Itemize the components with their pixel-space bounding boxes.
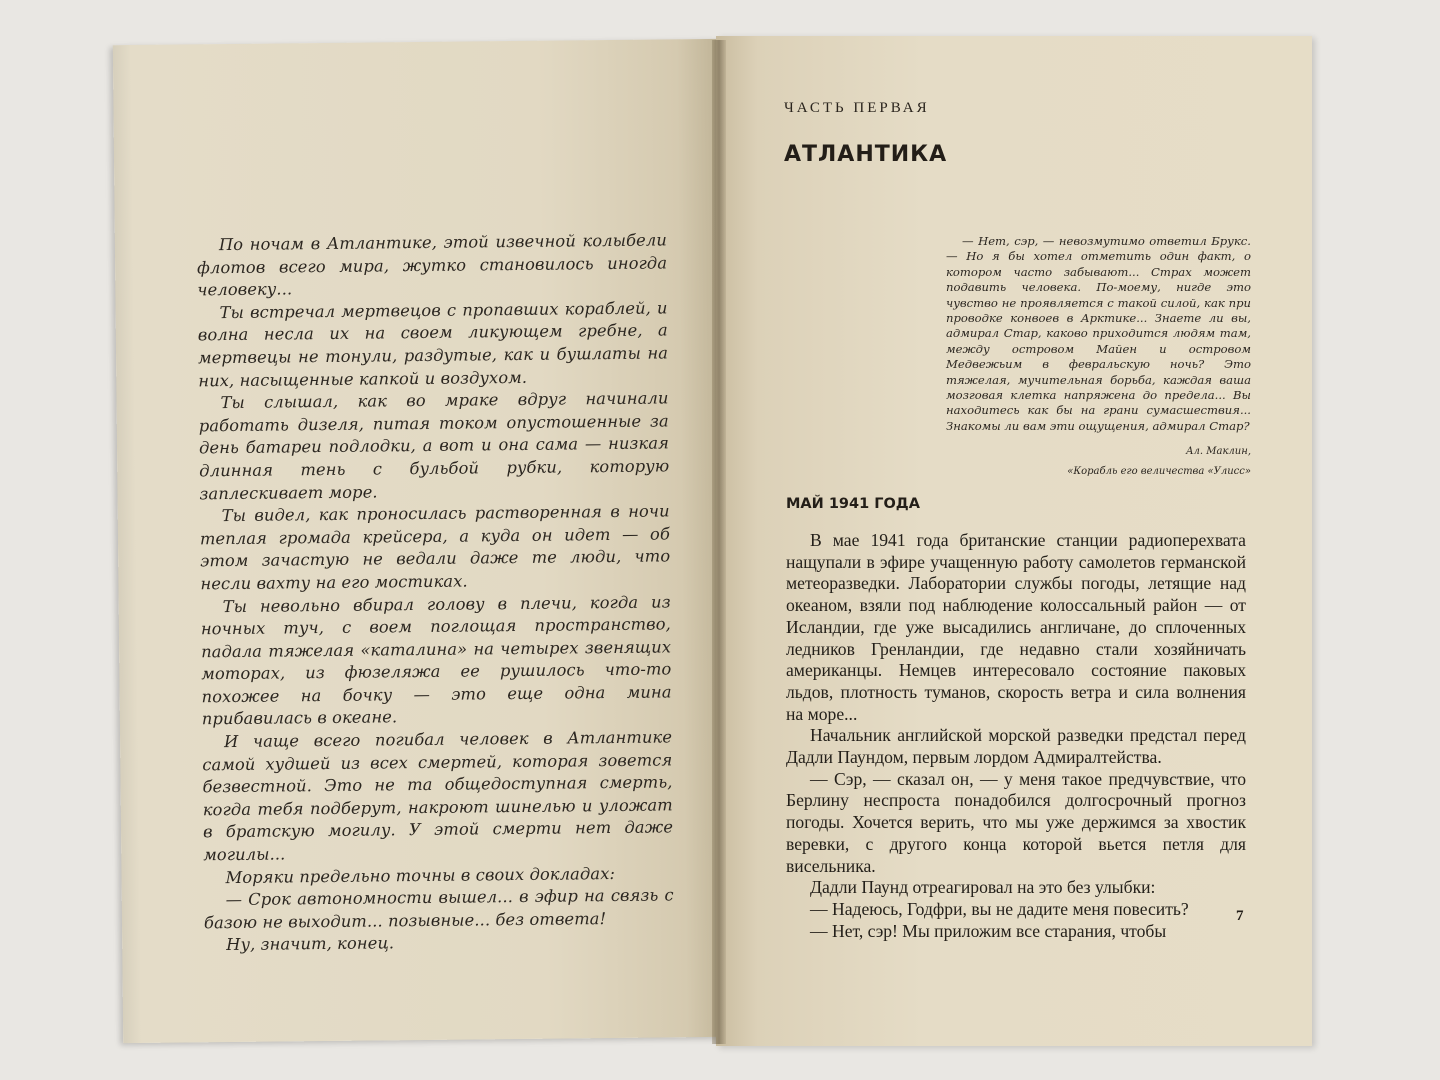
book-spine bbox=[712, 40, 726, 1044]
part-title: АТЛАНТИКА bbox=[784, 142, 948, 167]
paragraph: — Надеюсь, Годфри, вы не дадите меня повесить? bbox=[810, 898, 1189, 919]
paragraph: Дадли Паунд отреагировал на это без улыбки: bbox=[810, 877, 1156, 898]
paragraph: Ты видел, как проносилась растворенная в ночи теплая громада крейсера, а куда он идет — об этом зачастую не ведали даже те люди, что несли вахту на его мостиках. bbox=[199, 501, 671, 594]
page-number: 7 bbox=[1236, 908, 1244, 924]
paragraph: Ты встречал мертвецов с пропавших кораблей, и волна несла их на своем ликующем гребне, а мертвецы не тонули, раздутые, как и бушлаты на них, насыщенные капкой и воздухом. bbox=[197, 298, 669, 390]
paragraph: И чаще всего погибал человек в Атлантике самой худшей из всех смертей, которая зовется безвестной. Это не та общедоступная смерть, когда тебя подберут, накроют шинелью и уложат в братскую могилу. У этой смерти нет даже могилы... bbox=[202, 727, 674, 865]
section-title: МАЙ 1941 ГОДА bbox=[786, 496, 920, 512]
paragraph: — Нет, сэр! Мы приложим все старания, чтобы bbox=[810, 920, 1167, 941]
paragraph: Начальник английской морской разведки предстал перед Дадли Паундом, первым лордом Адмиралтейства. bbox=[786, 725, 1246, 768]
part-label: ЧАСТЬ ПЕРВАЯ bbox=[784, 100, 930, 116]
epigraph-text: — Нет, сэр, — невозмутимо ответил Брукс. — Но я бы хотел отметить один факт, о котором часто забывают... Страх может подавить человека. По-моему, нигде это чувство не проявляется с такой силой, как при проводке конвоев в Арктике... Знаете ли вы, адмирал Стар, каково приходится людям там, между островом Майен и островом Медвежьим в февральскую ночь? Это тяжелая, мучительная борьба, каждая ваша мозговая клетка напряжена до предела... Вы находитесь как бы на грани сумасшествия... Знакомы ли вам эти ощущения, адмирал Стар? bbox=[946, 234, 1251, 433]
paragraph: Ну, значит, конец. bbox=[226, 933, 395, 955]
paragraph: Ты невольно вбирал голову в плечи, когда из ночных туч, с воем поглощая пространство, падала тяжелая «каталина» на четырех звенящих моторах, из фюзеляжа ее рушилось что-то похожее на бочку — это еще одна мина прибавилась в океане. bbox=[200, 591, 672, 729]
paragraph: По ночам в Атлантике, этой извечной колыбели флотов всего мира, жутко становилось иногда человеку... bbox=[197, 230, 668, 300]
epigraph-source: «Корабль его величества «Улисс» bbox=[1067, 466, 1251, 477]
chapter-text bbox=[786, 530, 1246, 942]
epigraph-author: Ал. Маклин, bbox=[1185, 446, 1251, 457]
left-page bbox=[113, 39, 729, 1043]
paragraph: — Сэр, — сказал он, — у меня такое предчувствие, что Берлину неспроста понадобился долгосрочный прогноз погоды. Хочется верить, что мы уже держимся за хвостик веревки, с другого конца которой вьется петля для висельника. bbox=[786, 768, 1246, 876]
right-page bbox=[716, 36, 1312, 1046]
paragraph: Ты слышал, как во мраке вдруг начинали работать дизеля, питая током опустошенные за день батареи подлодки, а вот и она сама — низкая длинная тень с бульбой рубки, которую заплескивает море. bbox=[198, 388, 670, 503]
epigraph bbox=[946, 234, 1251, 434]
paragraph: Моряки предельно точны в своих докладах: bbox=[225, 863, 616, 887]
paragraph: — Срок автономности вышел... в эфир на связь с базою не выходит... позывные... без ответа! bbox=[203, 885, 674, 933]
prologue-text bbox=[197, 229, 675, 957]
paragraph: В мае 1941 года британские станции радиоперехвата нащупали в эфире учащенную работу самолетов германской метеоразведки. Лаборатории службы погоды, летящие над океаном, взяли под наблюдение колоссальный район — от Исландии, где уже высадились англичане, до сплоченных ледников Гренландии, где недавно стали хозяйничать американцы. Немцев интересовало состояние паковых льдов, плотность туманов, скорость ветра и сила волнения на море... bbox=[786, 530, 1246, 724]
